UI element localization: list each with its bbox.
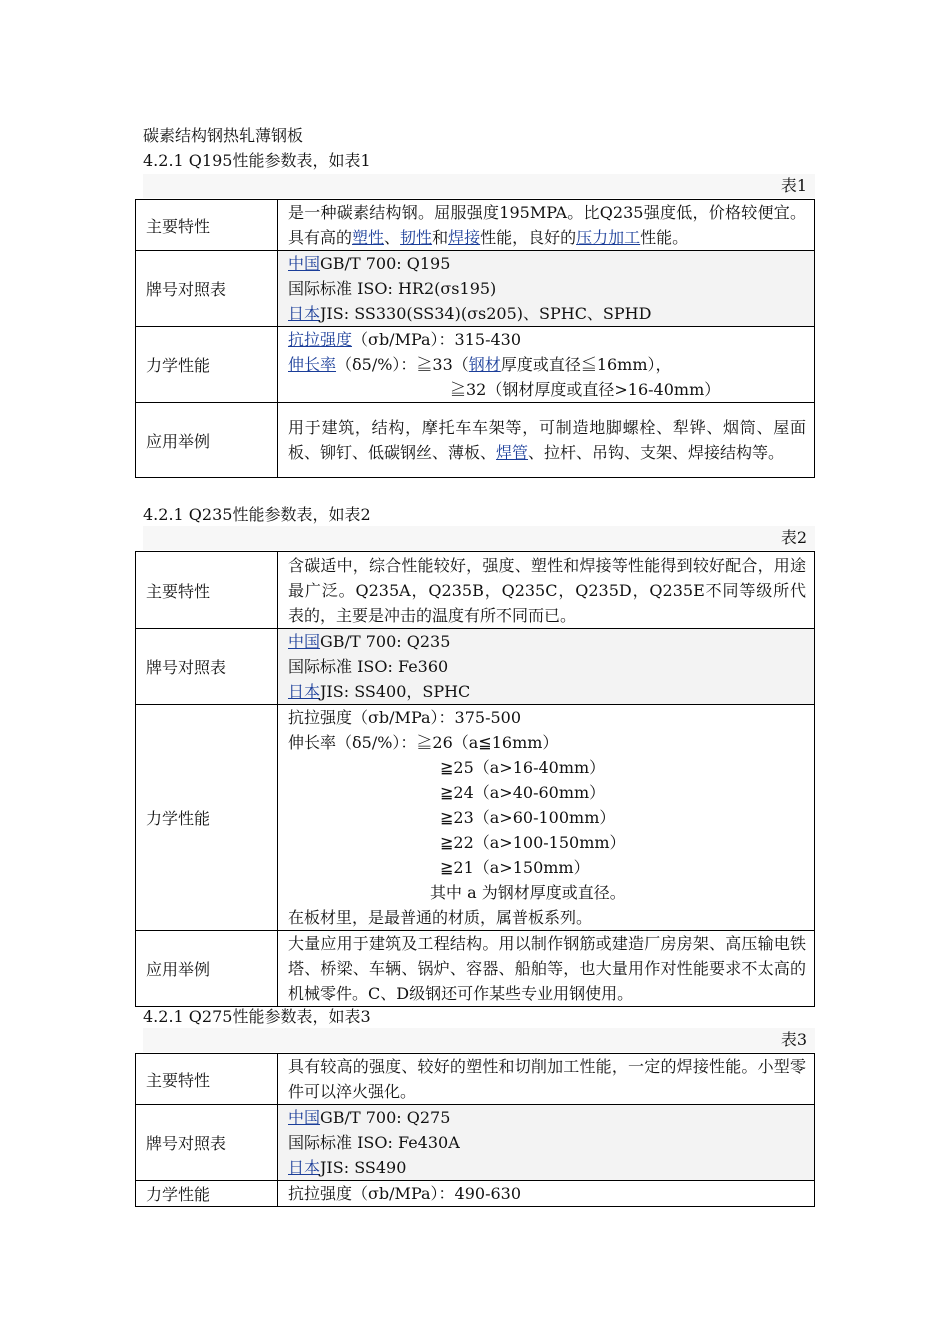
table-row xyxy=(136,200,815,251)
table-row xyxy=(136,1181,815,1207)
mechanical-cell: 抗拉强度（σb/MPa）：490-630 xyxy=(278,1181,815,1207)
row-label: 力学性能 xyxy=(136,327,278,403)
grades-cell: 中国GB/T 700: Q275 国际标准 ISO: Fe430A 日本JIS: SS490 xyxy=(278,1105,815,1181)
table2 xyxy=(135,551,815,1007)
table-row xyxy=(136,552,815,629)
table1-heading: 4.2.1 Q195性能参数表，如表1 xyxy=(143,151,371,170)
china-link[interactable]: 中国 xyxy=(288,632,321,651)
row-label: 力学性能 xyxy=(136,1181,278,1207)
table2-caption: 表2 xyxy=(143,526,815,550)
mechanical-cell: 抗拉强度（σb/MPa）：315-430 伸长率（δ5/%）：≧33（钢材厚度或直径≦16mm）， ≧32（钢材厚度或直径>16-40mm） xyxy=(278,327,815,403)
features-cell: 是一种碳素结构钢。屈服强度195MPA。比Q235强度低，价格较便宜。具有高的塑性、韧性和焊接性能，良好的压力加工性能。 xyxy=(278,200,815,251)
application-cell: 用于建筑，结构，摩托车车架等，可制造地脚螺栓、犁铧、烟筒、屋面板、铆钉、低碳钢丝、薄板、焊管、拉杆、吊钩、支架、焊接结构等。 xyxy=(278,403,815,478)
japan-link[interactable]: 日本 xyxy=(288,1158,321,1177)
welded-pipe-link[interactable]: 焊管 xyxy=(496,443,529,462)
features-cell: 具有较高的强度、较好的塑性和切削加工性能，一定的焊接性能。小型零件可以淬火强化。 xyxy=(278,1054,815,1105)
table1 xyxy=(135,199,815,478)
table3 xyxy=(135,1053,815,1207)
table1-caption: 表1 xyxy=(143,174,815,198)
row-label: 牌号对照表 xyxy=(136,629,278,705)
table-row xyxy=(136,251,815,327)
table-row xyxy=(136,1054,815,1105)
table-row xyxy=(136,931,815,1007)
table3-caption: 表3 xyxy=(143,1028,815,1052)
japan-link[interactable]: 日本 xyxy=(288,304,321,323)
toughness-link[interactable]: 韧性 xyxy=(400,228,433,247)
row-label: 牌号对照表 xyxy=(136,251,278,327)
row-label: 应用举例 xyxy=(136,403,278,478)
row-label: 力学性能 xyxy=(136,705,278,931)
tensile-strength-link[interactable]: 抗拉强度 xyxy=(288,330,353,349)
grades-cell: 中国GB/T 700: Q195 国际标准 ISO: HR2(σs195) 日本JIS: SS330(SS34)(σs205)、SPHC、SPHD xyxy=(278,251,815,327)
application-cell: 大量应用于建筑及工程结构。用以制作钢筋或建造厂房房架、高压输电铁塔、桥梁、车辆、锅炉、容器、船舶等，也大量用作对性能要求不太高的机械零件。C、D级钢还可作某些专业用钢使用。 xyxy=(278,931,815,1007)
table-row xyxy=(136,1105,815,1181)
features-cell: 含碳适中，综合性能较好，强度、塑性和焊接等性能得到较好配合，用途最广泛。Q235A，Q235B，Q235C，Q235D，Q235E不同等级所代表的，主要是冲击的温度有所不同而已。 xyxy=(278,552,815,629)
table-row xyxy=(136,629,815,705)
pressure-processing-link[interactable]: 压力加工 xyxy=(576,228,641,247)
row-label: 主要特性 xyxy=(136,200,278,251)
document-title: 碳素结构钢热轧薄钢板 xyxy=(143,126,304,145)
row-label: 主要特性 xyxy=(136,1054,278,1105)
plasticity-link[interactable]: 塑性 xyxy=(352,228,385,247)
table-row xyxy=(136,705,815,931)
table2-heading: 4.2.1 Q235性能参数表，如表2 xyxy=(143,505,371,524)
grades-cell: 中国GB/T 700: Q235 国际标准 ISO: Fe360 日本JIS: SS400，SPHC xyxy=(278,629,815,705)
row-label: 牌号对照表 xyxy=(136,1105,278,1181)
welding-link[interactable]: 焊接 xyxy=(448,228,481,247)
row-label: 应用举例 xyxy=(136,931,278,1007)
table-row xyxy=(136,403,815,478)
japan-link[interactable]: 日本 xyxy=(288,682,321,701)
elongation-link[interactable]: 伸长率 xyxy=(288,355,337,374)
mechanical-cell: 抗拉强度（σb/MPa）：375-500 伸长率（δ5/%）：≧26（a≦16mm） ≧25（a>16-40mm） ≧24（a>40-60mm） ≧23（a>60-100mm） ≧22（a>100-150mm） ≧21（a>150mm） 其中 a 为钢材厚度或直径。 在板材里，是最普通的材质，属普板系列。 xyxy=(278,705,815,931)
row-label: 主要特性 xyxy=(136,552,278,629)
china-link[interactable]: 中国 xyxy=(288,254,321,273)
table3-heading: 4.2.1 Q275性能参数表，如表3 xyxy=(143,1007,371,1026)
china-link[interactable]: 中国 xyxy=(288,1108,321,1127)
table-row xyxy=(136,327,815,403)
steel-link[interactable]: 钢材 xyxy=(468,355,501,374)
